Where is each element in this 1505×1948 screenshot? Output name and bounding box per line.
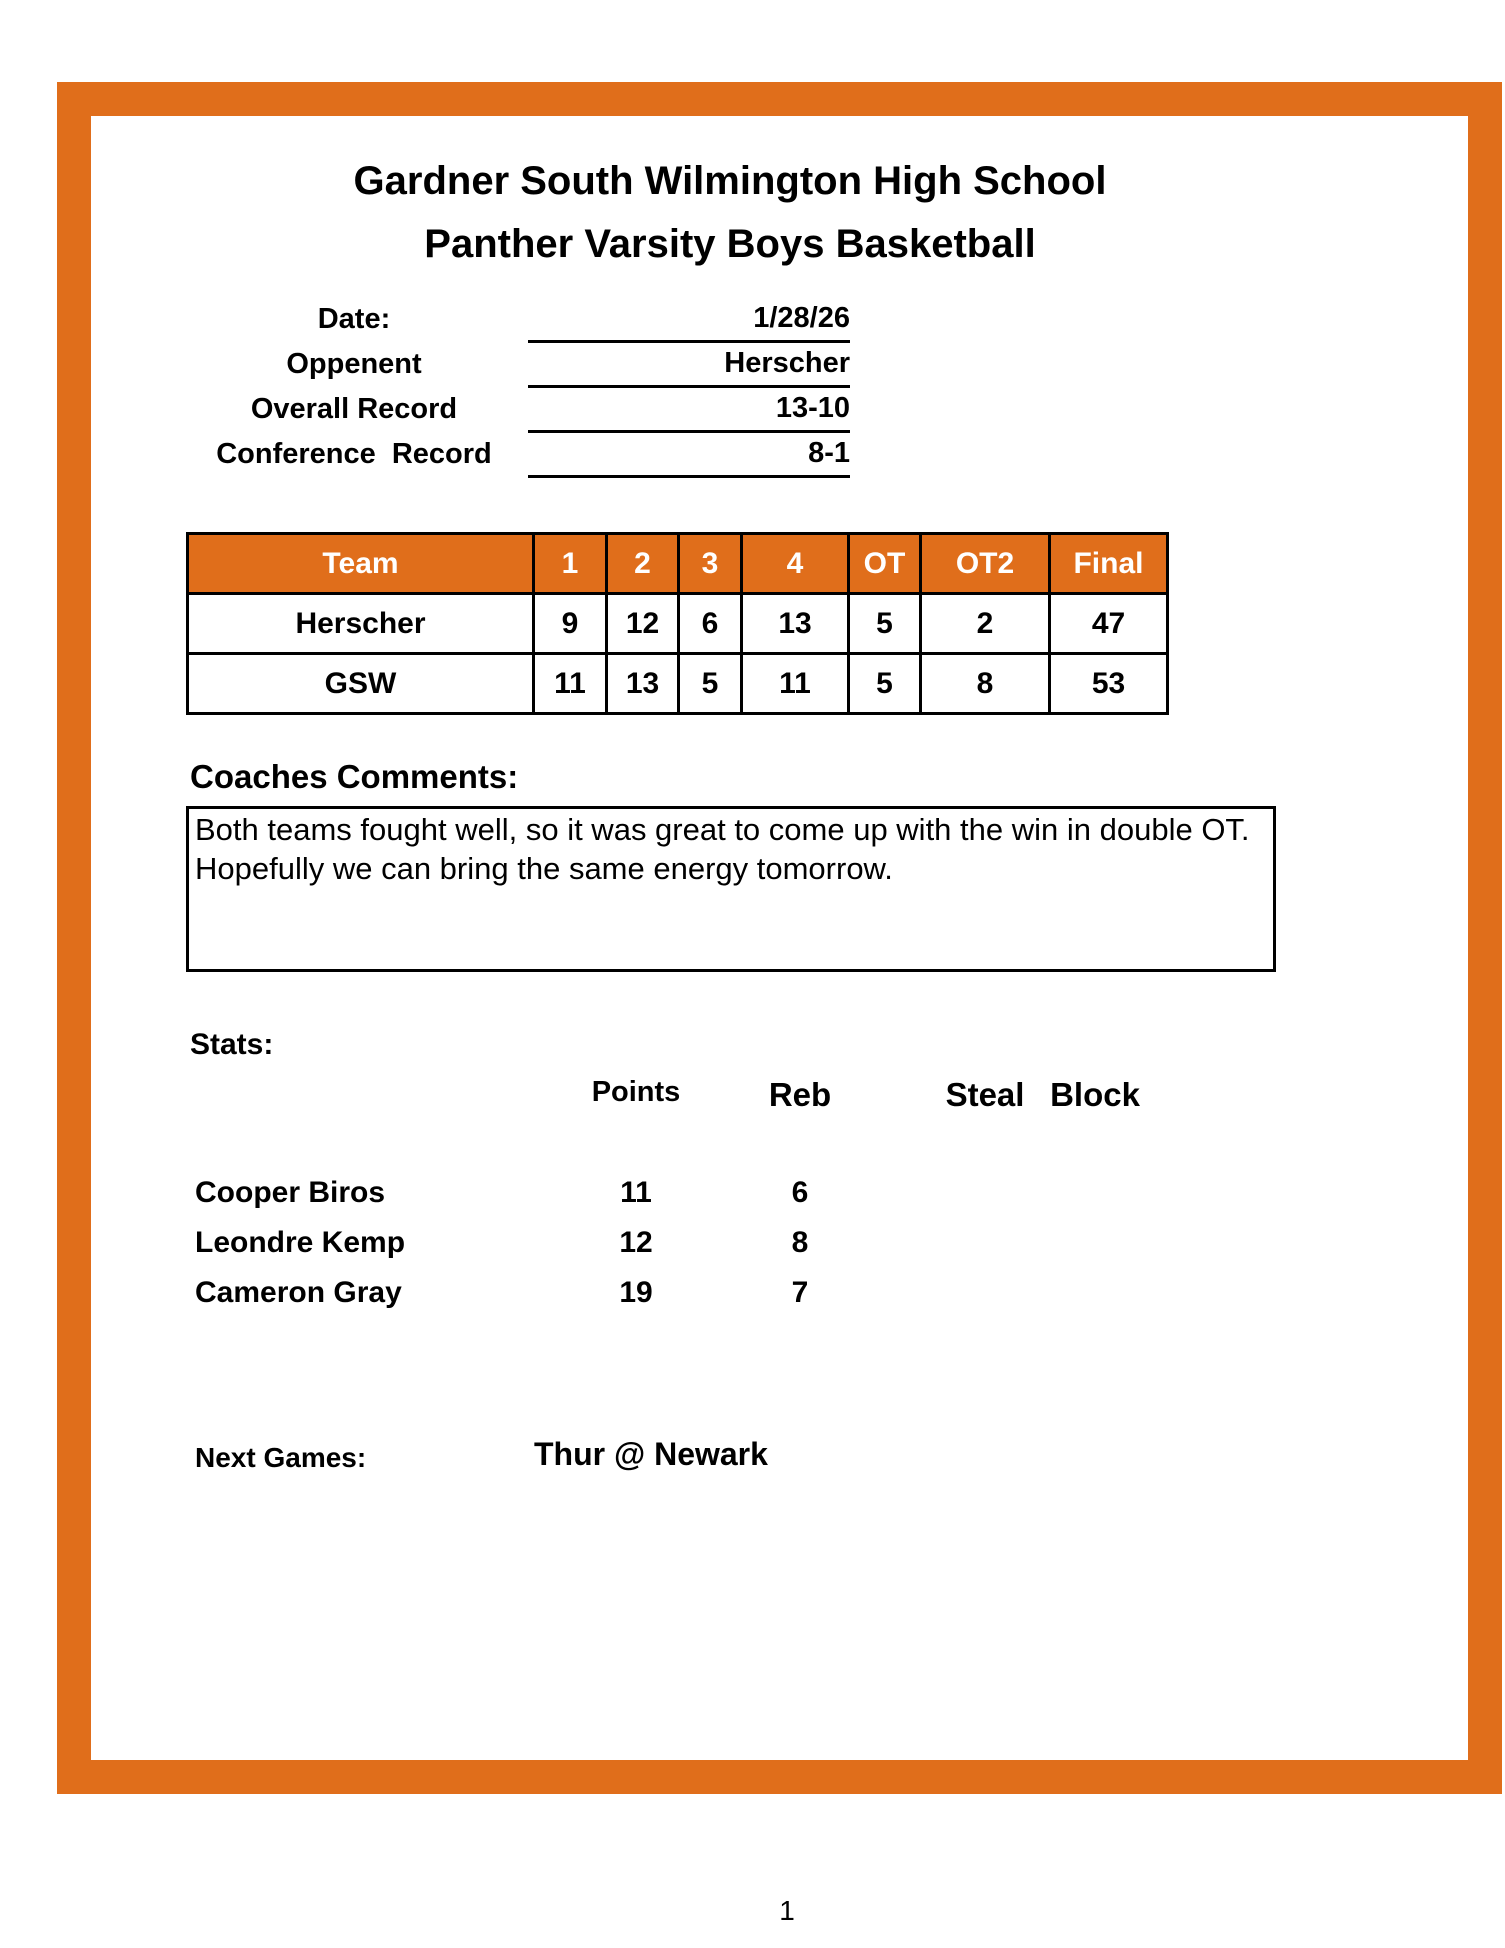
date-value: 1/28/26 — [528, 298, 850, 343]
player-name: Leondre Kemp — [195, 1226, 406, 1259]
score-cell: 11 — [534, 654, 607, 714]
score-cell: 47 — [1050, 594, 1168, 654]
score-cell: 2 — [921, 594, 1050, 654]
score-cell: 5 — [849, 654, 921, 714]
score-cell: 6 — [679, 594, 742, 654]
col-header-q2: 2 — [607, 534, 679, 594]
stats-col-header-reb: Reb — [768, 1076, 832, 1113]
player-name: Cameron Gray — [195, 1276, 402, 1309]
coaches-comments-heading: Coaches Comments: — [190, 758, 519, 795]
stats-col-header-block: Block — [1050, 1076, 1140, 1113]
col-header-q3: 3 — [679, 534, 742, 594]
conference-record-label: Conference Record — [216, 438, 492, 470]
score-cell: 13 — [742, 594, 849, 654]
opponent-label: Oppenent — [286, 348, 422, 380]
team-name-cell: Herscher — [188, 594, 534, 654]
stats-heading: Stats: — [190, 1028, 274, 1061]
coaches-comments-box: Both teams fought well, so it was great to come up with the win in double OT. Hopefully we can bring the same energy tomorrow. — [186, 806, 1276, 972]
player-name: Cooper Biros — [195, 1176, 386, 1209]
player-reb: 7 — [791, 1276, 809, 1309]
score-cell: 12 — [607, 594, 679, 654]
player-points: 11 — [620, 1176, 652, 1209]
score-cell: 8 — [921, 654, 1050, 714]
team-name-cell: GSW — [188, 654, 534, 714]
score-cell: 53 — [1050, 654, 1168, 714]
school-name: Gardner South Wilmington High School — [353, 159, 1107, 203]
table-row-gsw — [188, 654, 1168, 714]
next-games-value: Thur @ Newark — [534, 1436, 768, 1472]
col-header-q1: 1 — [534, 534, 607, 594]
col-header-ot: OT — [849, 534, 921, 594]
player-reb: 6 — [791, 1176, 809, 1209]
score-cell: 5 — [849, 594, 921, 654]
next-games-label: Next Games: — [195, 1442, 367, 1473]
col-header-final: Final — [1050, 534, 1168, 594]
score-cell: 9 — [534, 594, 607, 654]
table-row-herscher — [188, 594, 1168, 654]
overall-record-value: 13-10 — [528, 388, 850, 433]
stats-col-header-points: Points — [591, 1076, 681, 1108]
overall-record-label: Overall Record — [250, 393, 458, 425]
col-header-ot2: OT2 — [921, 534, 1050, 594]
stats-col-header-steal: Steal — [945, 1076, 1025, 1113]
page-title — [91, 150, 1369, 276]
player-points: 12 — [619, 1226, 653, 1259]
col-header-team: Team — [188, 534, 534, 594]
score-cell: 11 — [742, 654, 849, 714]
player-points: 19 — [619, 1276, 653, 1309]
score-table — [186, 532, 1169, 715]
col-header-q4: 4 — [742, 534, 849, 594]
opponent-value: Herscher — [528, 343, 850, 388]
score-cell: 5 — [679, 654, 742, 714]
conference-record-value: 8-1 — [528, 433, 850, 478]
team-name: Panther Varsity Boys Basketball — [424, 222, 1036, 266]
score-table-header-row — [188, 534, 1168, 594]
score-cell: 13 — [607, 654, 679, 714]
date-label: Date: — [317, 303, 391, 335]
page-number: 1 — [779, 1895, 795, 1926]
player-reb: 8 — [791, 1226, 809, 1259]
